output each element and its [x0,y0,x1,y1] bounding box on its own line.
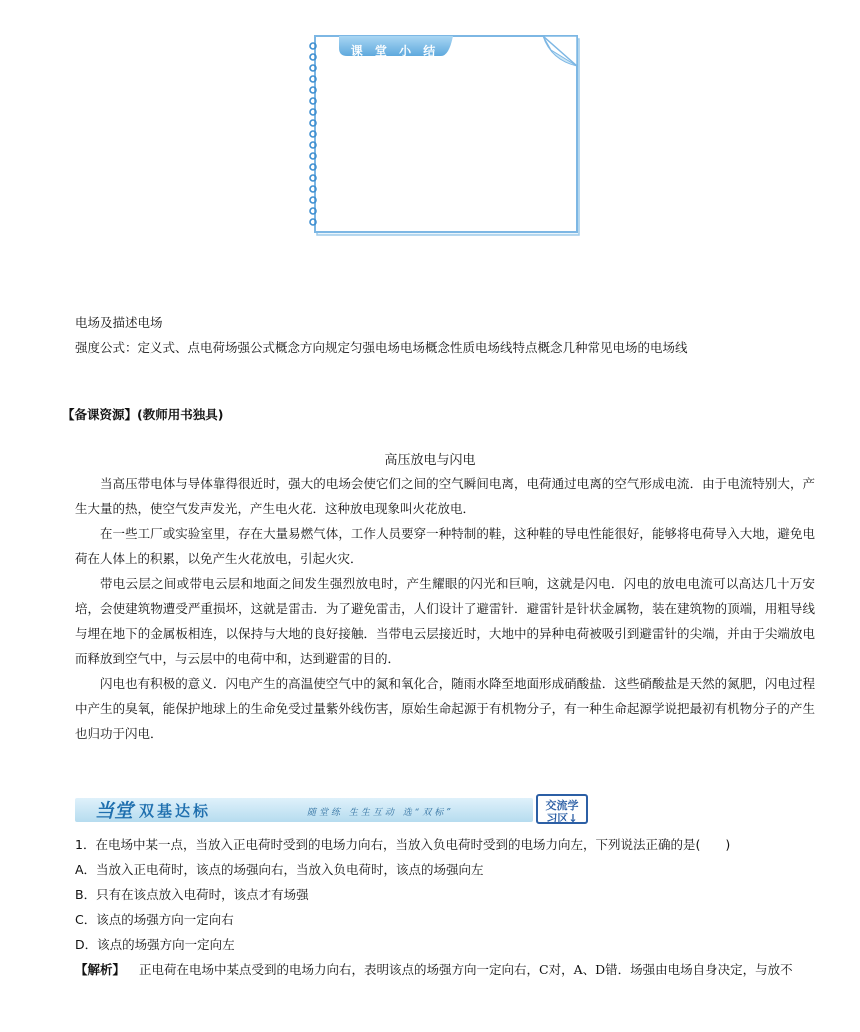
analysis-label: 【解析】 [75,962,126,977]
question-text: 1．在电场中某一点，当放入正电荷时受到的电场力向右，当放入负电荷时受到的电场力向左，下列说法正确的是( ) [75,837,731,852]
summary-notebook-card [303,30,588,242]
option-d: D．该点的场强方向一定向左 [75,937,235,952]
banner-title-prefix: 当堂 [95,800,134,822]
badge-line: 习区↓ [546,812,578,825]
analysis-text: 正电荷在电场中某点受到的电场力向右，表明该点的场强方向一定向右，C对，A、D错．场强由电场自身决定，与放不 [139,962,793,977]
banner-title: 双基达标 [139,802,212,820]
article-paragraph: 带电云层之间或带电云层和地面之间发生强烈放电时，产生耀眼的闪光和巨响，这就是闪电．闪电的放电电流可以高达几十万安培，会使建筑物遭受严重损坏，这就是雷击．为了避免雷击，人们设计了避雷针．避雷针是针状金属物，装在建筑物的顶端，用粗导线与埋在地下的金属板相连，以保持与大地的良好接触．当带电云层接近时，大地中的异种电荷被吸引到避雷针的尖端，并由于尖端放电而释放到空气中，与云层中的电荷中和，达到避雷的目的． [75,576,815,666]
option-c: C．该点的场强方向一定向右 [75,912,234,927]
summary-line: 电场及描述电场 [75,315,163,330]
analysis [75,960,793,978]
article-body [75,471,815,746]
option-a: A．当放入正电荷时，该点的场强向右，当放入负电荷时，该点的场强向左 [75,862,484,877]
badge-line: 交流学 [545,799,579,812]
option-b: B．只有在该点放入电荷时，该点才有场强 [75,887,309,902]
resource-heading: 【备课资源】(教师用书独具) [62,407,224,422]
exchange-area-badge [536,794,588,824]
summary-card-title: 课 堂 小 结 [350,44,440,58]
banner-slogan: 随堂练 生生互动 选“双标” [307,808,454,818]
article-paragraph: 闪电也有积极的意义．闪电产生的高温使空气中的氮和氧化合，随雨水降至地面形成硝酸盐．这些硝酸盐是天然的氮肥，闪电过程中产生的臭氧，能保护地球上的生命免受过量紫外线伤害，原始生命起源于有机物分子，有一种生命起源学说把最初有机物分子的产生也归功于闪电． [75,676,815,741]
article-title: 高压放电与闪电 [384,453,476,468]
article-paragraph: 当高压带电体与导体靠得很近时，强大的电场会使它们之间的空气瞬间电离，电荷通过电离的空气形成电流．由于电流特别大，产生大量的热，使空气发声发光，产生电火花．这种放电现象叫火花放电． [75,476,815,516]
article-paragraph: 在一些工厂或实验室里，存在大量易燃气体，工作人员要穿一种特制的鞋，这种鞋的导电性能很好，能够将电荷导入大地，避免电荷在人体上的积累，以免产生火花放电，引起火灾． [75,526,815,566]
summary-line: 强度公式：定义式、点电荷场强公式概念方向规定匀强电场电场概念性质电场线特点概念几种常见电场的电场线 [75,340,688,355]
section-banner [75,794,615,826]
